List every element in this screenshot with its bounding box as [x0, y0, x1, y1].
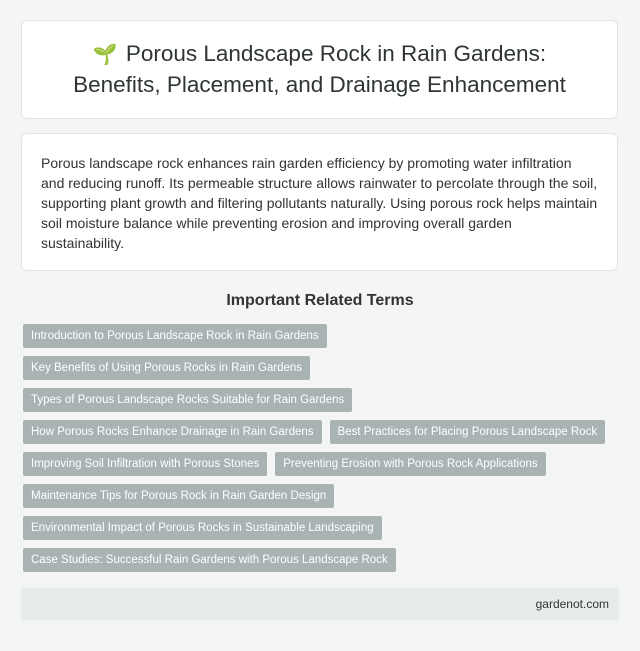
- title-card: [21, 20, 618, 119]
- related-term-tag[interactable]: Maintenance Tips for Porous Rock in Rain Garden Design: [23, 484, 334, 508]
- page-title: [73, 39, 566, 100]
- related-terms-list: [23, 324, 623, 580]
- footer: [21, 588, 619, 620]
- related-term-tag[interactable]: Environmental Impact of Porous Rocks in Sustainable Landscaping: [23, 516, 382, 540]
- summary-card: [21, 133, 618, 271]
- related-terms-heading: Important Related Terms: [226, 292, 414, 309]
- related-terms-row: [23, 420, 623, 446]
- related-term-tag[interactable]: How Porous Rocks Enhance Drainage in Rain Gardens: [23, 420, 322, 444]
- related-term-tag[interactable]: Types of Porous Landscape Rocks Suitable for Rain Gardens: [23, 388, 352, 412]
- related-terms-row: [23, 324, 623, 350]
- footer-site[interactable]: gardenot.com: [535, 597, 609, 611]
- related-terms-row: [23, 452, 623, 478]
- related-term-tag[interactable]: Improving Soil Infiltration with Porous Stones: [23, 452, 267, 476]
- related-term-tag[interactable]: Best Practices for Placing Porous Landscape Rock: [330, 420, 606, 444]
- related-terms-row: [23, 484, 623, 510]
- related-term-tag[interactable]: Key Benefits of Using Porous Rocks in Rain Gardens: [23, 356, 310, 380]
- related-term-tag[interactable]: Preventing Erosion with Porous Rock Applications: [275, 452, 545, 476]
- related-terms-row: [23, 356, 623, 382]
- related-term-tag[interactable]: Introduction to Porous Landscape Rock in Rain Gardens: [23, 324, 327, 348]
- related-terms-row: [23, 388, 623, 414]
- related-terms-row: [23, 548, 623, 574]
- summary-text: Porous landscape rock enhances rain garden efficiency by promoting water infiltration and reducing runoff. Its permeable structure allows rainwater to percolate through the soil, supporting plant growth and filtering pollutants naturally. Using porous rock helps maintain soil moisture balance while preventing erosion and improving overall garden sustainability.: [41, 155, 598, 251]
- related-terms-row: [23, 516, 623, 542]
- related-term-tag[interactable]: Case Studies: Successful Rain Gardens with Porous Landscape Rock: [23, 548, 396, 572]
- title-line-1: Porous Landscape Rock in Rain Gardens:: [125, 41, 547, 66]
- seedling-icon: 🌱: [92, 44, 118, 66]
- title-line-2: Benefits, Placement, and Drainage Enhancement: [73, 72, 566, 97]
